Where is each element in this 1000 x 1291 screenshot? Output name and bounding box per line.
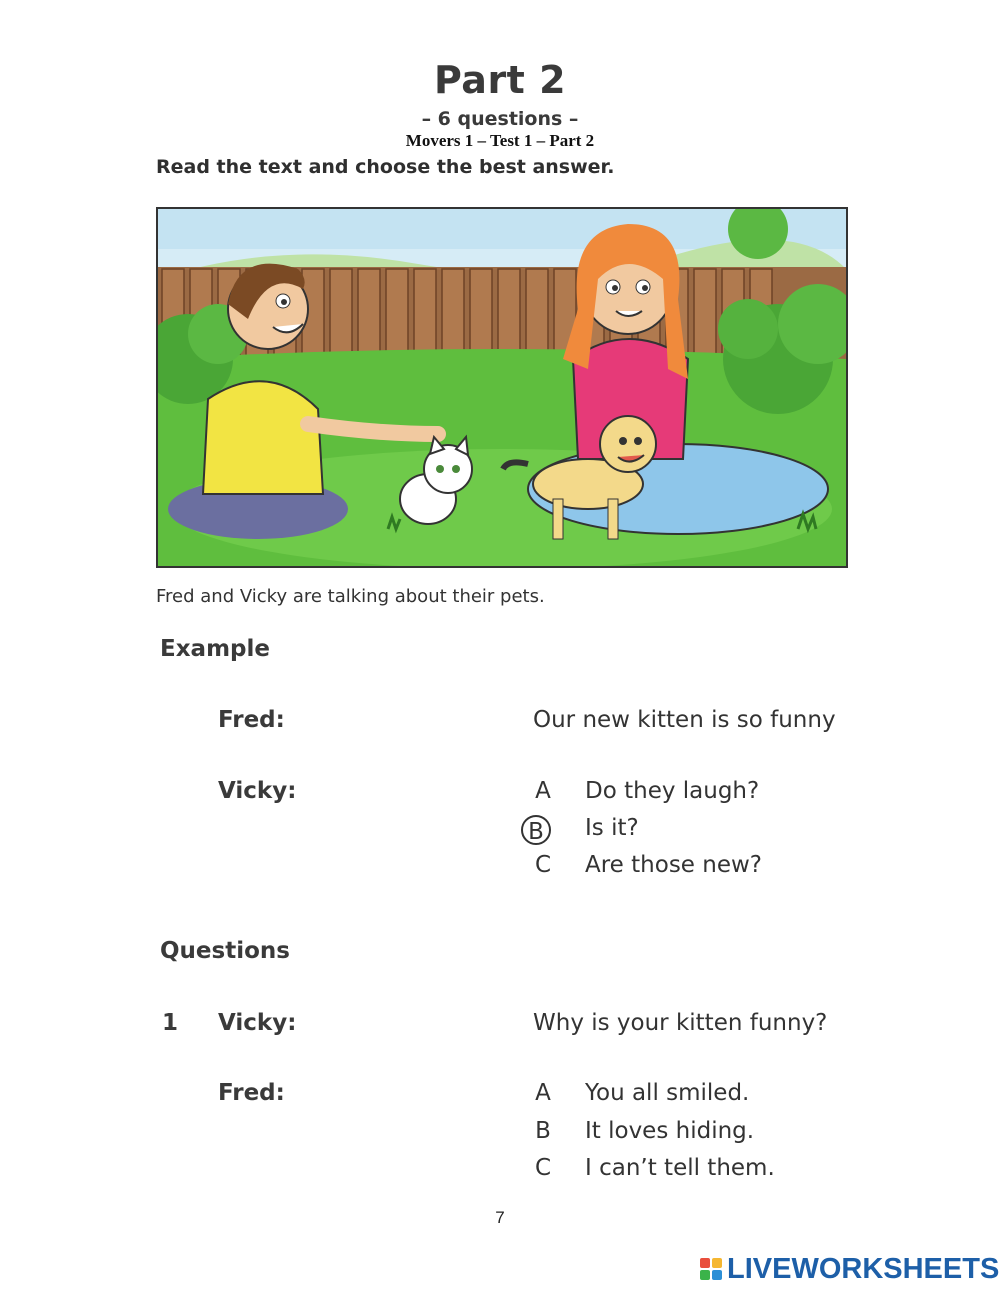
example-speaker-fred: Fred: [218,707,285,733]
page-number: 7 [495,1208,505,1227]
question-1-option-b-text[interactable]: It loves hiding. [585,1118,755,1144]
instruction-text: Read the text and choose the best answer. [156,156,615,178]
example-option-b-selected: B [521,815,551,845]
liveworksheets-logo[interactable] [700,1252,999,1286]
question-1-speaker-fred: Fred: [218,1080,285,1106]
example-option-a-letter: A [535,778,551,804]
illustration-kids-with-pets [156,207,848,568]
liveworksheets-logo-icon [700,1258,722,1280]
garden-scene-image [158,209,846,566]
example-option-c-letter: C [534,852,552,878]
example-option-c-text: Are those new? [585,852,763,878]
test-reference: Movers 1 – Test 1 – Part 2 [405,131,595,150]
liveworksheets-brand-text: LIVEWORKSHEETS [727,1252,1000,1285]
example-heading: Example [160,636,270,662]
question-1-option-a-text[interactable]: You all smiled. [585,1080,750,1106]
part-title: Part 2 [433,58,567,102]
questions-heading: Questions [160,938,290,964]
example-statement: Our new kitten is so funny [533,707,836,733]
question-1-speaker-vicky: Vicky: [218,1010,297,1036]
question-count: – 6 questions – [421,108,579,130]
question-1-statement: Why is your kitten funny? [533,1010,828,1036]
question-number: 1 [162,1010,179,1036]
question-1-option-a-letter[interactable]: A [535,1080,551,1106]
question-1-option-c-text[interactable]: I can’t tell them. [585,1155,775,1181]
illustration-caption: Fred and Vicky are talking about their pets. [156,586,545,607]
example-option-a-text: Do they laugh? [585,778,760,804]
example-option-b-text: Is it? [585,815,639,841]
question-1-option-b-letter[interactable]: B [535,1118,551,1144]
question-1-option-c-letter[interactable]: C [534,1155,552,1181]
example-speaker-vicky: Vicky: [218,778,297,804]
